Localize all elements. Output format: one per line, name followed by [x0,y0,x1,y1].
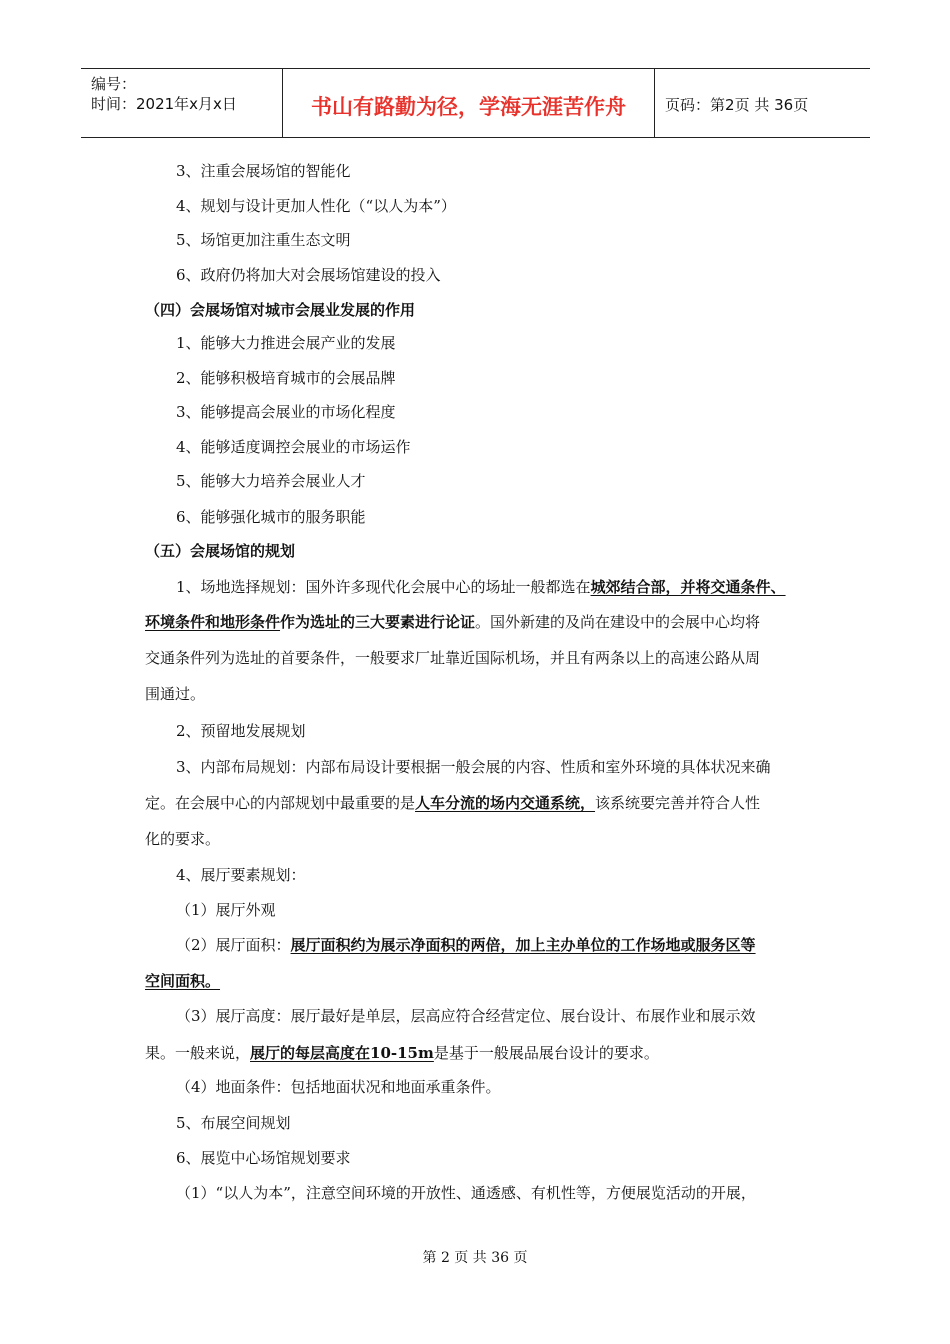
list-item: 6、展览中心场馆规划要求 [176,1149,351,1167]
list-item: 2、能够积极培育城市的会展品牌 [176,369,396,387]
list-item: 3、能够提高会展业的市场化程度 [176,403,396,421]
emphasis-text: 空间面积。 [145,972,221,990]
sub-item: （1）展厅外观 [176,901,276,919]
header-motto: 书山有路勤为径，学海无涯苦作舟 [311,95,626,119]
list-item: 5、能够大力培养会展业人才 [176,472,366,490]
paragraph-line [145,612,760,632]
list-item: 6、政府仍将加大对会展场馆建设的投入 [176,266,441,284]
paragraph-line: 交通条件列为选址的首要条件，一般要求厂址靠近国际机场，并且有两条以上的高速公路从周 [145,649,761,667]
page-current: 2 [725,96,735,114]
paragraph-line [145,793,760,813]
list-item: 3、注重会展场馆的智能化 [176,162,351,180]
list-item: 5、场馆更加注重生态文明 [176,231,351,249]
list-item: 5、布展空间规划 [176,1114,291,1132]
page-total: 36 [774,96,794,114]
page-footer: 第 2 页 共 36 页 [422,1250,528,1266]
paragraph-line [145,1043,659,1063]
paragraph-line [176,577,786,597]
section-heading: （五）会展场馆的规划 [145,542,296,560]
document-time-label: 时间：2021年x月x日 [91,95,237,113]
emphasis-text: 人车分流的场内交通系统， [415,794,596,812]
header-meta-cell [81,69,283,137]
bold-text: 作为选址的三大要素进行论证 [280,613,476,631]
list-item: 6、能够强化城市的服务职能 [176,508,366,526]
text-run: （2）展厅面积： [176,936,291,954]
emphasis-text: 城郊结合部，并将交通条件、 [590,578,786,596]
paragraph-line: 围通过。 [145,685,206,703]
text-run: 是基于一般展品展台设计的要求。 [433,1044,659,1062]
list-item: 4、展厅要素规划： [176,866,306,884]
list-item: 1、能够大力推进会展产业的发展 [176,334,396,352]
paragraph-line: （1）“以人为本”，注意空间环境的开放性、通透感、有机性等，方便展览活动的开展， [176,1184,756,1202]
emphasis-text: 环境条件和地形条件 [145,613,281,631]
list-item: 4、能够适度调控会展业的市场运作 [176,438,411,456]
emphasis-text: 展厅的每层高度在10-15m [250,1044,434,1062]
paragraph-line: 3、内部布局规划：内部布局设计要根据一般会展的内容、性质和室外环境的具体状况来确 [176,758,771,776]
page-end: 页 [793,96,809,114]
list-item: 2、预留地发展规划 [176,722,306,740]
section-heading: （四）会展场馆对城市会展业发展的作用 [145,301,416,319]
page-label: 页码：第 [665,96,726,114]
header-page-info [665,94,808,115]
text-run: 。国外新建的及尚在建设中的会展中心均将 [475,613,761,631]
document-number-label: 编号： [91,75,137,93]
page-mid: 页 共 [734,96,770,114]
text-run: 1、场地选择规划：国外许多现代化会展中心的场址一般都选在 [176,578,591,596]
text-run: 果。一般来说， [145,1044,251,1062]
document-header [81,68,870,138]
text-run: 该系统要完善并符合人性 [595,794,761,812]
sub-item: （4）地面条件：包括地面状况和地面承重条件。 [176,1078,501,1096]
paragraph-line [176,935,756,955]
text-run: 定。在会展中心的内部规划中最重要的是 [145,794,416,812]
paragraph-line: （3）展厅高度：展厅最好是单层，层高应符合经营定位、展台设计、布展作业和展示效 [176,1007,756,1025]
paragraph-line: 化的要求。 [145,830,221,848]
list-item: 4、规划与设计更加人性化（“以人为本”） [176,197,456,215]
emphasis-text: 展厅面积约为展示净面积的两倍，加上主办单位的工作场地或服务区等 [290,936,756,954]
header-page-cell [655,69,870,137]
header-motto-cell [283,69,655,137]
